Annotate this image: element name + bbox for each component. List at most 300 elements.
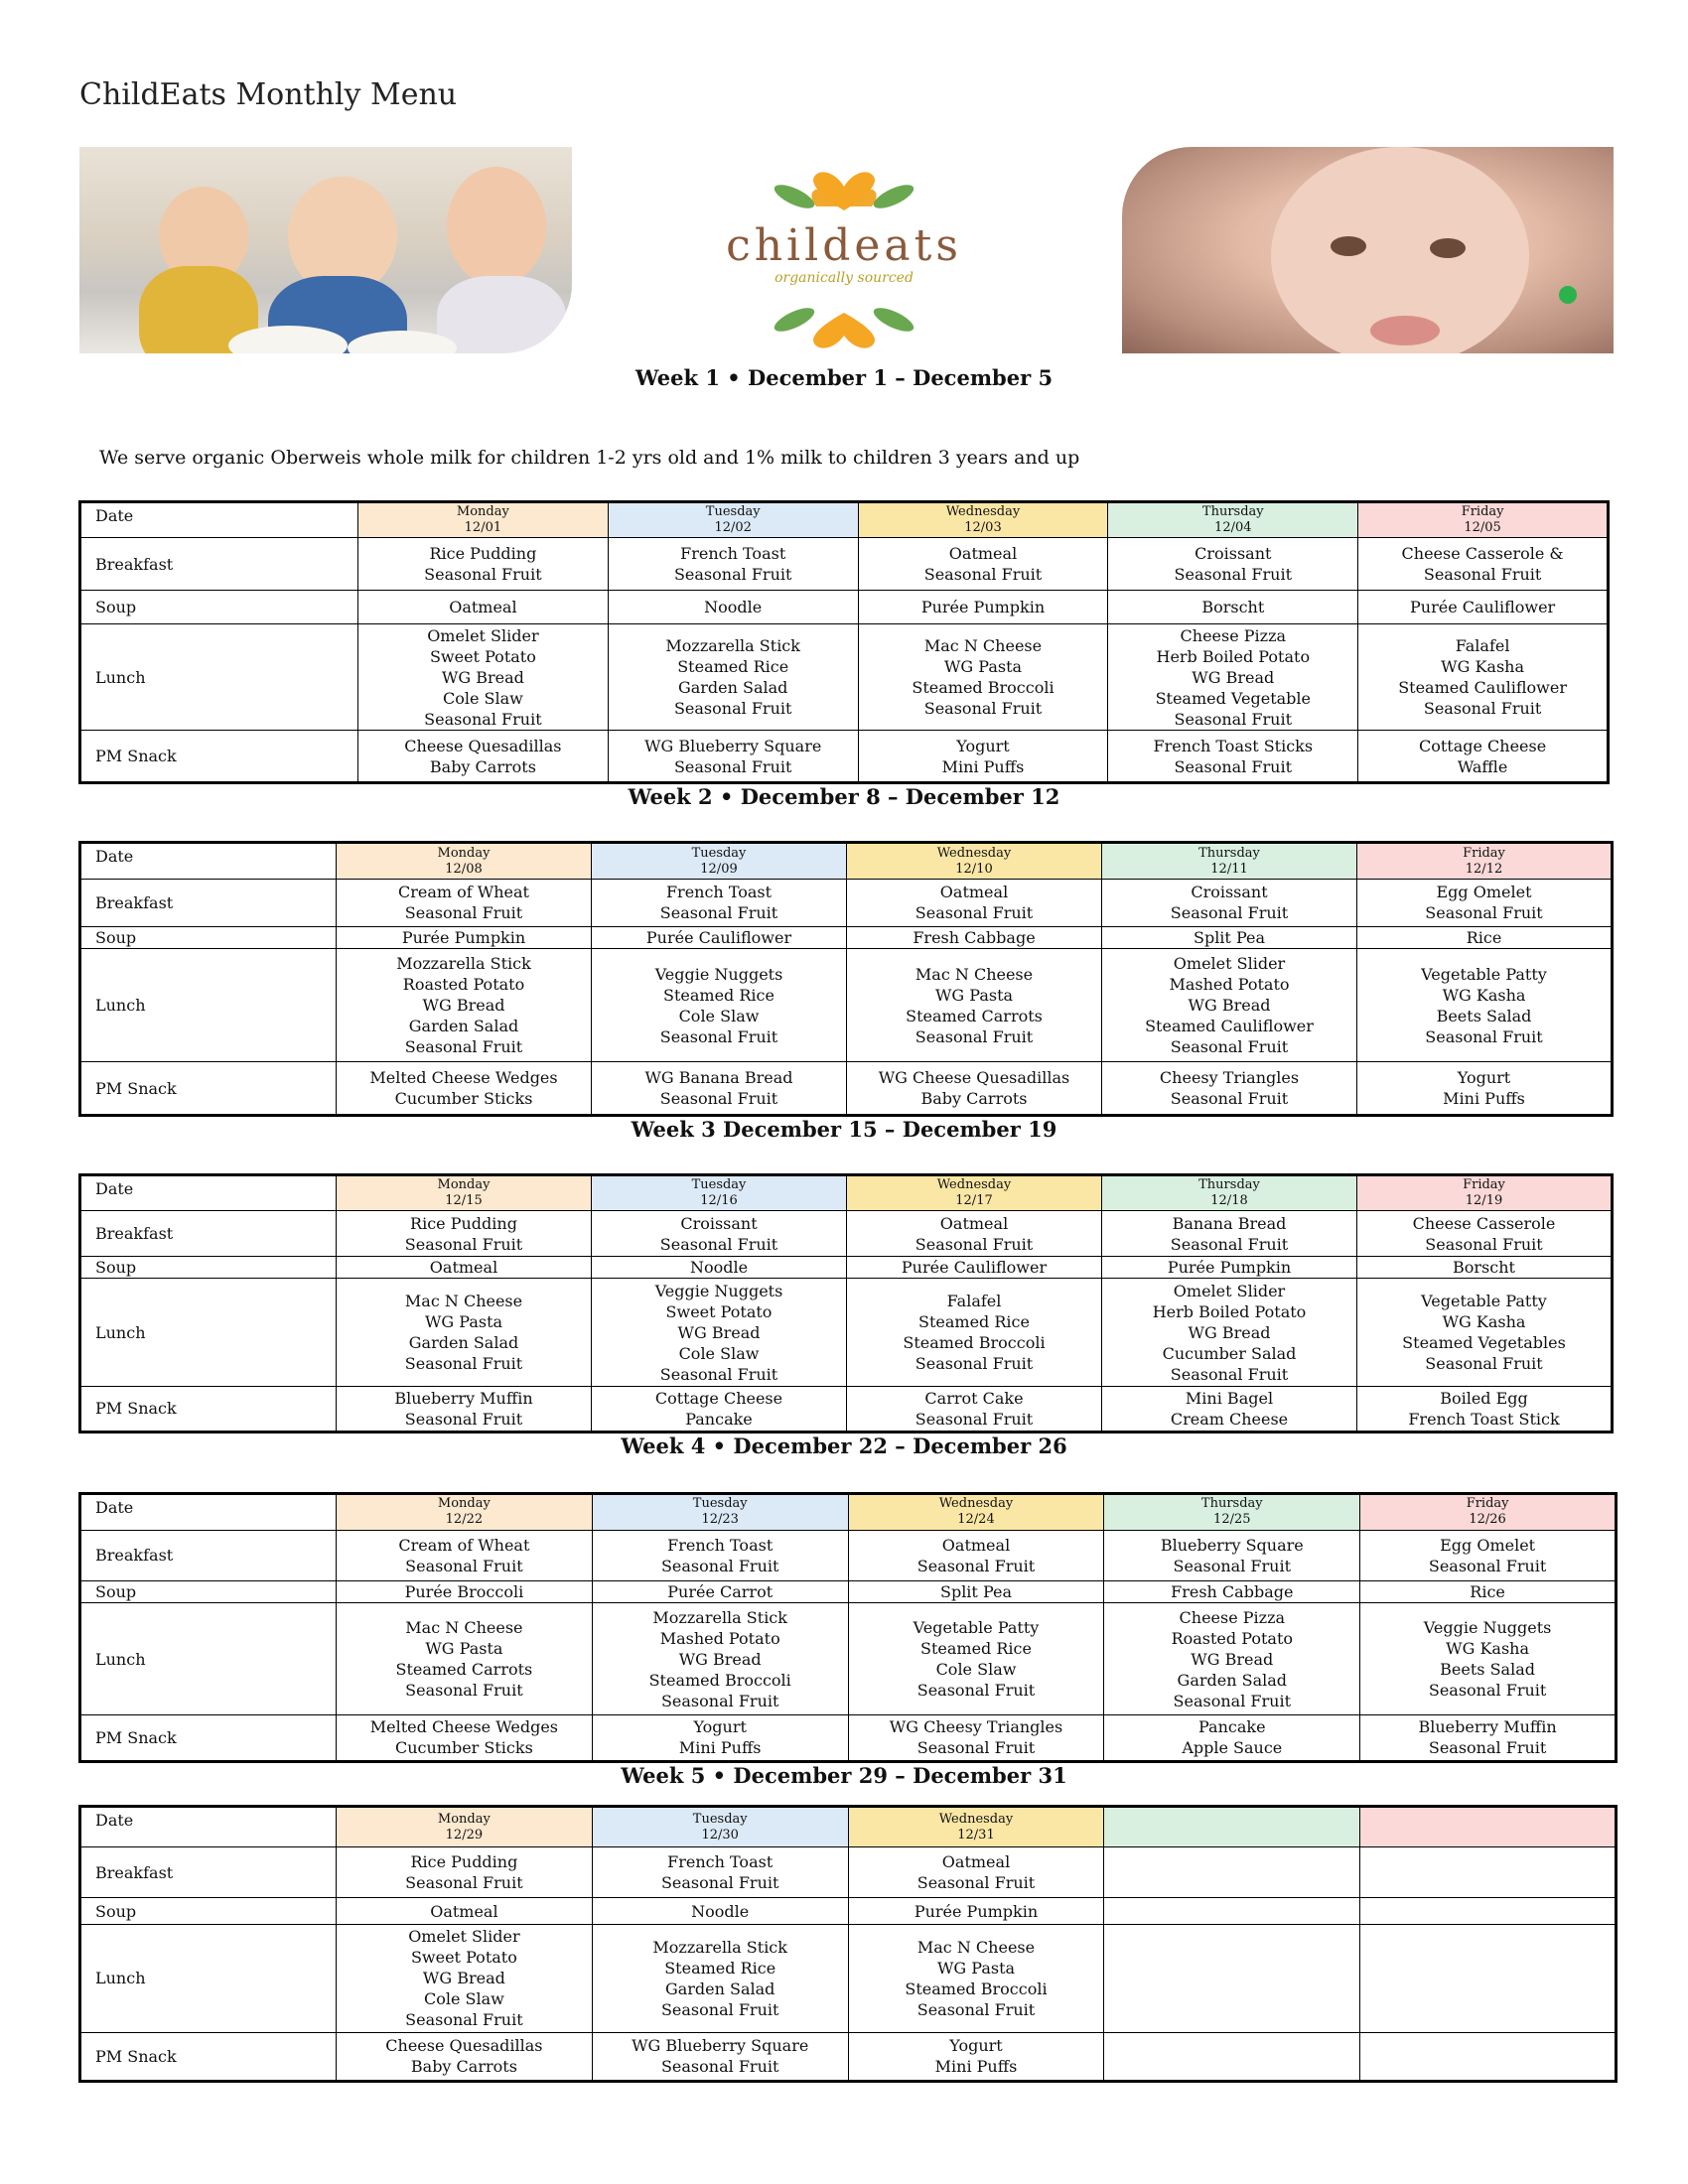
menu-cell bbox=[1360, 1924, 1617, 2032]
row-label-soup: Soup bbox=[80, 1580, 337, 1603]
menu-item: Purée Broccoli bbox=[404, 1582, 524, 1602]
row-label-snack: PM Snack bbox=[80, 1062, 337, 1116]
day-date: 12/30 bbox=[701, 1827, 739, 1843]
day-header bbox=[858, 502, 1108, 538]
menu-cell bbox=[337, 1603, 593, 1715]
menu-item: Seasonal Fruit bbox=[1174, 756, 1293, 776]
menu-item: Croissant bbox=[680, 1213, 758, 1233]
menu-item: Seasonal Fruit bbox=[660, 2057, 779, 2077]
day-name: Monday bbox=[437, 845, 491, 861]
snack-row bbox=[80, 2032, 1617, 2081]
menu-item: Seasonal Fruit bbox=[914, 1354, 1034, 1374]
menu-item: French Toast bbox=[667, 1852, 774, 1872]
menu-item: WG Bread bbox=[678, 1649, 762, 1669]
day-name: Thursday bbox=[1201, 504, 1264, 520]
menu-item: WG Bread bbox=[422, 996, 505, 1016]
menu-item: Beets Salad bbox=[1436, 1006, 1532, 1025]
child-face-photo bbox=[1122, 147, 1614, 353]
menu-item: WG Cheesy Triangles bbox=[889, 1717, 1063, 1737]
menu-item: Seasonal Fruit bbox=[916, 1873, 1036, 1893]
row-label-date: Date bbox=[80, 843, 337, 880]
menu-item: Seasonal Fruit bbox=[1428, 1738, 1547, 1758]
menu-cell bbox=[1357, 1211, 1613, 1257]
menu-item: Mac N Cheese bbox=[916, 1937, 1036, 1957]
menu-item: Rice Pudding bbox=[410, 1213, 517, 1233]
day-date: 12/12 bbox=[1465, 861, 1503, 877]
day-name: Monday bbox=[456, 504, 509, 520]
menu-cell bbox=[1102, 1386, 1357, 1432]
row-label-snack: PM Snack bbox=[80, 2032, 337, 2081]
week-1-title: Week 1 • December 1 – December 5 bbox=[634, 365, 1054, 390]
menu-item: Seasonal Fruit bbox=[916, 1556, 1036, 1575]
menu-cell bbox=[848, 1580, 1104, 1603]
lunch-row bbox=[80, 949, 1613, 1062]
page-title: ChildEats Monthly Menu bbox=[79, 77, 458, 112]
menu-item: WG Bread bbox=[1188, 1322, 1271, 1342]
menu-cell bbox=[592, 926, 847, 949]
menu-item: Seasonal Fruit bbox=[404, 1354, 523, 1374]
menu-item: Mac N Cheese bbox=[923, 636, 1043, 656]
day-header bbox=[592, 1807, 848, 1847]
menu-cell bbox=[1358, 731, 1609, 783]
menu-cell bbox=[1108, 731, 1358, 783]
menu-cell bbox=[592, 1530, 848, 1580]
menu-cell bbox=[1357, 926, 1613, 949]
menu-item: Veggie Nuggets bbox=[654, 964, 783, 984]
menu-item: Split Pea bbox=[939, 1582, 1012, 1602]
week-4-title: Week 4 • December 22 – December 26 bbox=[621, 1433, 1067, 1458]
menu-item: Cheese Quesadillas bbox=[385, 2036, 543, 2056]
menu-cell bbox=[1102, 1062, 1357, 1116]
menu-item: Purée Cauliflower bbox=[901, 1258, 1048, 1278]
day-date: 12/18 bbox=[1210, 1193, 1248, 1209]
menu-cell bbox=[592, 1257, 847, 1279]
menu-item: Falafel bbox=[946, 1292, 1002, 1311]
menu-item: Oatmeal bbox=[939, 883, 1009, 902]
menu-cell bbox=[1102, 1279, 1357, 1386]
menu-item: Purée Pumpkin bbox=[1167, 1258, 1292, 1278]
menu-item: Pancake bbox=[1198, 1717, 1266, 1737]
menu-item: Omelet Slider bbox=[408, 1927, 520, 1947]
menu-cell bbox=[592, 1898, 848, 1925]
menu-item: Oatmeal bbox=[430, 1901, 498, 1921]
menu-item: Seasonal Fruit bbox=[914, 1026, 1034, 1046]
menu-item: Cream Cheese bbox=[1170, 1409, 1289, 1429]
menu-item: Seasonal Fruit bbox=[914, 1234, 1034, 1254]
menu-item: WG Bread bbox=[1192, 667, 1275, 687]
menu-item: Seasonal Fruit bbox=[424, 709, 542, 729]
menu-item: Yogurt bbox=[1457, 1068, 1511, 1088]
menu-item: Seasonal Fruit bbox=[404, 903, 523, 923]
menu-cell bbox=[358, 624, 609, 731]
day-name: Wednesday bbox=[945, 504, 1021, 520]
snack-row bbox=[80, 1386, 1613, 1432]
menu-item: Seasonal Fruit bbox=[404, 1037, 523, 1057]
day-header bbox=[337, 1175, 592, 1211]
day-name: Monday bbox=[437, 1496, 491, 1512]
menu-cell bbox=[337, 926, 592, 949]
lunch-row bbox=[80, 624, 1609, 731]
menu-cell bbox=[847, 949, 1102, 1062]
menu-cell bbox=[1357, 1279, 1613, 1386]
menu-item: Seasonal Fruit bbox=[1170, 1364, 1289, 1384]
row-label-snack: PM Snack bbox=[80, 1386, 337, 1432]
menu-item: Rice bbox=[1466, 928, 1502, 948]
menu-item: WG Pasta bbox=[934, 985, 1014, 1005]
menu-item: French Toast Stick bbox=[1408, 1409, 1560, 1429]
day-name: Tuesday bbox=[692, 1496, 748, 1512]
menu-cell bbox=[337, 1530, 593, 1580]
menu-cell bbox=[1357, 1257, 1613, 1279]
day-date: 12/25 bbox=[1213, 1512, 1251, 1528]
menu-item: Seasonal Fruit bbox=[923, 699, 1043, 719]
menu-item: WG Cheese Quesadillas bbox=[878, 1068, 1070, 1088]
menu-item: Egg Omelet bbox=[1440, 1535, 1536, 1555]
day-date: 12/24 bbox=[957, 1512, 995, 1528]
menu-cell bbox=[848, 1924, 1104, 2032]
snack-row bbox=[80, 1714, 1617, 1761]
menu-cell bbox=[592, 1603, 848, 1715]
day-name: Thursday bbox=[1198, 1177, 1260, 1193]
menu-item: Baby Carrots bbox=[410, 2057, 517, 2077]
menu-cell bbox=[858, 538, 1108, 591]
menu-item: WG Banana Bread bbox=[644, 1068, 793, 1088]
menu-cell bbox=[1360, 1714, 1617, 1761]
day-date: 12/04 bbox=[1214, 520, 1252, 536]
menu-item: Veggie Nuggets bbox=[654, 1281, 783, 1300]
menu-cell bbox=[848, 1530, 1104, 1580]
row-label-lunch: Lunch bbox=[80, 1279, 337, 1386]
menu-cell bbox=[592, 1062, 847, 1116]
day-name: Wednesday bbox=[938, 1811, 1014, 1827]
day-date: 12/22 bbox=[445, 1512, 484, 1528]
menu-cell bbox=[848, 1603, 1104, 1715]
menu-item: Mini Puffs bbox=[941, 756, 1025, 776]
menu-item: Seasonal Fruit bbox=[673, 756, 792, 776]
breakfast-row bbox=[80, 1847, 1617, 1898]
day-header bbox=[358, 502, 609, 538]
menu-item: Yogurt bbox=[693, 1717, 747, 1737]
menu-cell bbox=[1358, 538, 1609, 591]
menu-item: Cottage Cheese bbox=[654, 1388, 783, 1408]
menu-cell bbox=[858, 590, 1108, 623]
menu-item: Cucumber Salad bbox=[1162, 1343, 1297, 1363]
menu-item: Blueberry Muffin bbox=[1418, 1717, 1557, 1737]
menu-item: Seasonal Fruit bbox=[916, 1999, 1036, 2019]
row-label-lunch: Lunch bbox=[80, 949, 337, 1062]
soup-row bbox=[80, 1257, 1613, 1279]
breakfast-row bbox=[80, 538, 1609, 591]
menu-cell bbox=[858, 624, 1108, 731]
menu-item: WG Bread bbox=[677, 1322, 761, 1342]
menu-item: WG Pasta bbox=[424, 1312, 503, 1332]
menu-cell bbox=[337, 1580, 593, 1603]
menu-item: WG Bread bbox=[441, 667, 524, 687]
day-header bbox=[1360, 1807, 1617, 1847]
row-label-soup: Soup bbox=[80, 1257, 337, 1279]
menu-item: Steamed Rice bbox=[663, 985, 774, 1005]
day-header bbox=[1358, 502, 1609, 538]
menu-item: Seasonal Fruit bbox=[1170, 1089, 1289, 1109]
row-label-soup: Soup bbox=[80, 590, 358, 623]
menu-cell bbox=[848, 2032, 1104, 2081]
menu-cell bbox=[337, 1257, 592, 1279]
row-label-lunch: Lunch bbox=[80, 624, 358, 731]
lunch-row bbox=[80, 1279, 1613, 1386]
menu-item: Sweet Potato bbox=[665, 1301, 773, 1321]
menu-item: Cole Slaw bbox=[423, 1989, 504, 2009]
menu-item: Mac N Cheese bbox=[404, 1292, 523, 1311]
menu-item: Oatmeal bbox=[941, 1852, 1011, 1872]
week-4-menu-table bbox=[78, 1492, 1618, 1763]
day-header bbox=[592, 1494, 848, 1531]
menu-item: Cheese Casserole bbox=[1412, 1213, 1556, 1233]
day-name: Monday bbox=[437, 1811, 491, 1827]
menu-cell bbox=[337, 949, 592, 1062]
day-header bbox=[337, 1494, 593, 1531]
day-date: 12/15 bbox=[445, 1193, 483, 1209]
menu-item: Sweet Potato bbox=[410, 1948, 517, 1968]
menu-cell bbox=[1357, 880, 1613, 927]
menu-cell bbox=[1357, 1062, 1613, 1116]
menu-item: WG Kasha bbox=[1446, 1639, 1530, 1659]
row-label-breakfast: Breakfast bbox=[80, 538, 358, 591]
menu-item: Waffle bbox=[1457, 756, 1508, 776]
menu-cell bbox=[1104, 1603, 1360, 1715]
soup-row bbox=[80, 590, 1609, 623]
day-header bbox=[847, 843, 1102, 880]
menu-item: Borscht bbox=[1453, 1258, 1515, 1278]
menu-cell bbox=[1104, 1530, 1360, 1580]
lunch-row bbox=[80, 1603, 1617, 1715]
menu-item: Seasonal Fruit bbox=[424, 565, 542, 585]
menu-item: Egg Omelet bbox=[1436, 883, 1532, 902]
menu-cell bbox=[592, 1211, 847, 1257]
menu-item: Omelet Slider bbox=[1173, 954, 1286, 974]
menu-cell bbox=[1104, 1580, 1360, 1603]
soup-row bbox=[80, 1580, 1617, 1603]
soup-row bbox=[80, 926, 1613, 949]
menu-cell bbox=[337, 1847, 593, 1898]
row-label-breakfast: Breakfast bbox=[80, 1211, 337, 1257]
menu-cell bbox=[337, 1062, 592, 1116]
menu-item: Cheese Pizza bbox=[1179, 1607, 1286, 1627]
snack-row bbox=[80, 1062, 1613, 1116]
menu-item: Vegetable Patty bbox=[1421, 964, 1547, 984]
menu-cell bbox=[1102, 1211, 1357, 1257]
day-name: Tuesday bbox=[705, 504, 761, 520]
menu-item: Mini Puffs bbox=[1443, 1089, 1525, 1109]
menu-item: Oatmeal bbox=[941, 1535, 1011, 1555]
menu-cell bbox=[1357, 949, 1613, 1062]
menu-cell bbox=[848, 1714, 1104, 1761]
menu-item: Oatmeal bbox=[429, 1258, 498, 1278]
menu-cell bbox=[847, 880, 1102, 927]
menu-item: Cheese Pizza bbox=[1180, 625, 1287, 645]
menu-item: Seasonal Fruit bbox=[673, 565, 792, 585]
day-header bbox=[1102, 1175, 1357, 1211]
menu-item: Fresh Cabbage bbox=[1171, 1582, 1294, 1602]
menu-cell bbox=[1104, 1847, 1360, 1898]
menu-cell bbox=[337, 2032, 593, 2081]
menu-item: Cheese Casserole & bbox=[1401, 544, 1564, 564]
menu-cell bbox=[1102, 949, 1357, 1062]
menu-item: French Toast bbox=[665, 883, 773, 902]
menu-item: Seasonal Fruit bbox=[1423, 699, 1542, 719]
menu-cell bbox=[608, 538, 858, 591]
menu-item: Omelet Slider bbox=[1173, 1281, 1286, 1300]
menu-cell bbox=[592, 1580, 848, 1603]
menu-cell bbox=[592, 1279, 847, 1386]
menu-item: Cream of Wheat bbox=[398, 883, 529, 902]
row-label-breakfast: Breakfast bbox=[80, 1847, 337, 1898]
day-name: Wednesday bbox=[936, 1177, 1012, 1193]
row-label-lunch: Lunch bbox=[80, 1603, 337, 1715]
day-header bbox=[608, 502, 858, 538]
menu-item: WG Blueberry Square bbox=[632, 2036, 809, 2056]
menu-cell bbox=[847, 1062, 1102, 1116]
menu-item: Mini Puffs bbox=[934, 2057, 1018, 2077]
day-header bbox=[1104, 1494, 1360, 1531]
menu-item: Cole Slaw bbox=[678, 1343, 760, 1363]
menu-item: Steamed Vegetables bbox=[1402, 1333, 1566, 1353]
children-eating-photo bbox=[79, 147, 572, 353]
menu-item: Mozzarella Stick bbox=[396, 954, 531, 974]
row-label-date: Date bbox=[80, 502, 358, 538]
menu-item: Seasonal Fruit bbox=[1428, 1556, 1547, 1575]
menu-item: Seasonal Fruit bbox=[916, 1738, 1036, 1758]
menu-cell bbox=[1360, 2032, 1617, 2081]
menu-cell bbox=[358, 590, 609, 623]
menu-item: Seasonal Fruit bbox=[1170, 903, 1289, 923]
menu-cell bbox=[1360, 1847, 1617, 1898]
day-header bbox=[848, 1807, 1104, 1847]
menu-cell bbox=[608, 624, 858, 731]
menu-item: Purée Carrot bbox=[667, 1582, 774, 1602]
menu-item: Seasonal Fruit bbox=[405, 1556, 523, 1575]
day-date: 12/02 bbox=[714, 520, 752, 536]
menu-cell bbox=[337, 1279, 592, 1386]
menu-cell bbox=[848, 1847, 1104, 1898]
day-date: 12/17 bbox=[955, 1193, 993, 1209]
menu-item: Seasonal Fruit bbox=[1425, 1234, 1543, 1254]
menu-cell bbox=[848, 1898, 1104, 1925]
menu-item: WG Bread bbox=[1188, 996, 1271, 1016]
logo-tagline: organically sourced bbox=[774, 270, 914, 286]
menu-item: Fresh Cabbage bbox=[913, 928, 1036, 948]
menu-cell bbox=[592, 1924, 848, 2032]
menu-cell bbox=[1360, 1580, 1617, 1603]
menu-item: Melted Cheese Wedges bbox=[369, 1068, 558, 1088]
day-date: 12/31 bbox=[957, 1827, 995, 1843]
breakfast-row bbox=[80, 880, 1613, 927]
menu-item: Herb Boiled Potato bbox=[1152, 1301, 1307, 1321]
menu-item: Seasonal Fruit bbox=[914, 903, 1034, 923]
menu-item: Pancake bbox=[685, 1409, 753, 1429]
row-label-lunch: Lunch bbox=[80, 1924, 337, 2032]
menu-cell bbox=[1358, 624, 1609, 731]
menu-item: Seasonal Fruit bbox=[659, 903, 778, 923]
row-label-breakfast: Breakfast bbox=[80, 1530, 337, 1580]
menu-cell bbox=[337, 1714, 593, 1761]
menu-item: French Toast Sticks bbox=[1153, 736, 1314, 755]
menu-item: Steamed Broccoli bbox=[903, 1333, 1046, 1353]
day-date: 12/11 bbox=[1210, 861, 1248, 877]
row-label-snack: PM Snack bbox=[80, 1714, 337, 1761]
menu-item: Cheesy Triangles bbox=[1159, 1068, 1300, 1088]
week-5-title: Week 5 • December 29 – December 31 bbox=[621, 1763, 1067, 1788]
day-header bbox=[337, 1807, 593, 1847]
menu-item: French Toast bbox=[667, 1535, 774, 1555]
menu-cell bbox=[592, 1386, 847, 1432]
day-date: 12/01 bbox=[464, 520, 502, 536]
day-date: 12/08 bbox=[445, 861, 483, 877]
menu-item: Rice Pudding bbox=[410, 1852, 518, 1872]
menu-item: Seasonal Fruit bbox=[404, 1234, 523, 1254]
menu-item: Seasonal Fruit bbox=[1173, 1556, 1292, 1575]
menu-cell bbox=[1104, 1924, 1360, 2032]
menu-item: WG Kasha bbox=[1442, 1312, 1526, 1332]
menu-item: WG Kasha bbox=[1441, 657, 1525, 677]
row-label-soup: Soup bbox=[80, 1898, 337, 1925]
menu-item: Seasonal Fruit bbox=[660, 1999, 779, 2019]
menu-cell bbox=[337, 1924, 593, 2032]
menu-item: Purée Pumpkin bbox=[914, 1901, 1039, 1921]
menu-item: Seasonal Fruit bbox=[404, 1409, 523, 1429]
menu-cell bbox=[847, 1257, 1102, 1279]
menu-item: Carrot Cake bbox=[924, 1388, 1024, 1408]
day-name: Thursday bbox=[1200, 1496, 1263, 1512]
menu-item: Steamed Broccoli bbox=[905, 1979, 1048, 1998]
day-header bbox=[1102, 843, 1357, 880]
menu-item: Baby Carrots bbox=[429, 756, 536, 776]
day-date: 12/10 bbox=[955, 861, 993, 877]
week-2-menu-table bbox=[78, 841, 1614, 1117]
menu-item: Boiled Egg bbox=[1440, 1388, 1528, 1408]
menu-cell bbox=[1102, 1257, 1357, 1279]
menu-item: Garden Salad bbox=[1177, 1670, 1288, 1690]
menu-item: Steamed Carrots bbox=[906, 1006, 1043, 1025]
menu-item: Yogurt bbox=[949, 2036, 1003, 2056]
row-label-snack: PM Snack bbox=[80, 731, 358, 783]
menu-item: French Toast bbox=[680, 544, 786, 564]
menu-item: Cream of Wheat bbox=[398, 1535, 530, 1555]
row-label-soup: Soup bbox=[80, 926, 337, 949]
menu-cell bbox=[337, 1898, 593, 1925]
day-header bbox=[337, 843, 592, 880]
day-header bbox=[592, 843, 847, 880]
menu-item: WG Pasta bbox=[943, 657, 1023, 677]
menu-cell bbox=[337, 1211, 592, 1257]
week-5-menu-table bbox=[78, 1805, 1618, 2083]
menu-cell bbox=[858, 731, 1108, 783]
day-date: 12/09 bbox=[700, 861, 738, 877]
menu-item: Seasonal Fruit bbox=[660, 1556, 779, 1575]
day-name: Thursday bbox=[1198, 845, 1260, 861]
menu-item: Mozzarella Stick bbox=[652, 1937, 787, 1957]
menu-cell bbox=[358, 538, 609, 591]
milk-note: We serve organic Oberweis whole milk for children 1-2 yrs old and 1% milk to children 3 years and up bbox=[99, 447, 1080, 469]
menu-item: Mashed Potato bbox=[659, 1628, 780, 1648]
menu-item: Seasonal Fruit bbox=[1425, 1026, 1543, 1046]
menu-item: Banana Bread bbox=[1172, 1213, 1287, 1233]
day-name: Tuesday bbox=[691, 1177, 747, 1193]
row-label-date: Date bbox=[80, 1494, 337, 1531]
menu-item: Seasonal Fruit bbox=[659, 1364, 778, 1384]
menu-item: Purée Pumpkin bbox=[920, 598, 1046, 617]
row-label-date: Date bbox=[80, 1807, 337, 1847]
menu-cell bbox=[1108, 590, 1358, 623]
